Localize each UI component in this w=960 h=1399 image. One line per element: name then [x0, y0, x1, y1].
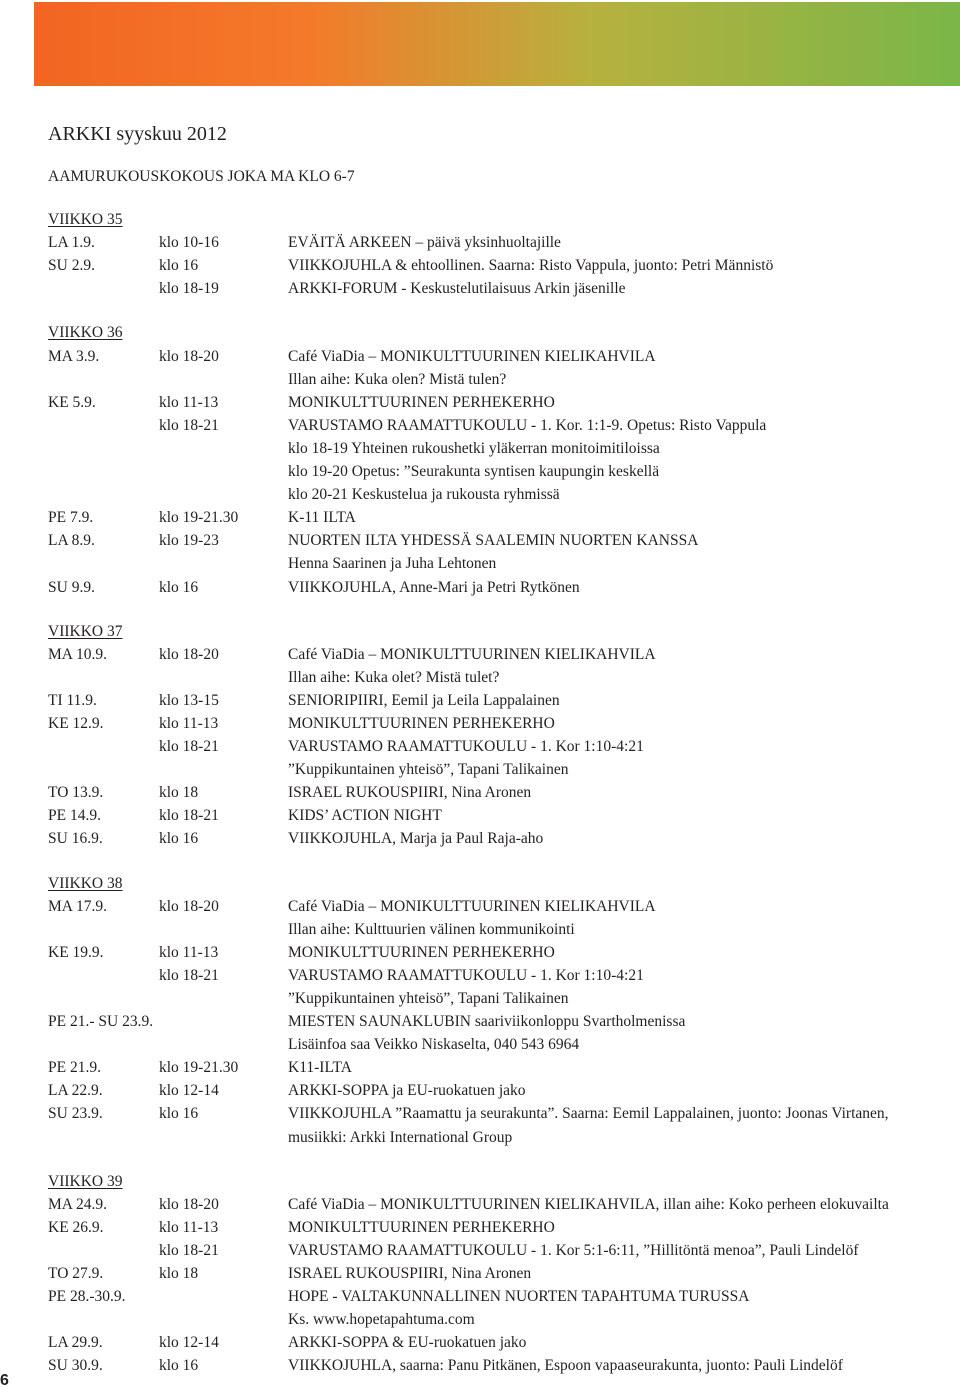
row-day [48, 1239, 159, 1262]
row-description: MONIKULTTUURINEN PERHEKERHO [288, 943, 555, 961]
schedule-row [48, 666, 960, 689]
row-description: ISRAEL RUKOUSPIIRI, Nina Aronen [288, 784, 532, 802]
schedule-row [48, 1262, 960, 1285]
row-description: Ks. www.hopetapahtuma.com [288, 1311, 475, 1329]
row-day [48, 987, 159, 1010]
row-description: MIESTEN SAUNAKLUBIN saariviikonloppu Svartholmenissa [288, 1013, 686, 1031]
row-description: VIIKKOJUHLA & ehtoollinen. Saarna: Risto Vappula, juonto: Petri Männistö [288, 257, 774, 275]
row-day [48, 964, 159, 987]
row-description: VIIKKOJUHLA, saarna: Panu Pitkänen, Espoon vapaaseurakunta, juonto: Pauli Lindelöf [288, 1357, 843, 1375]
schedule-row [48, 576, 960, 599]
row-day [48, 918, 159, 941]
row-time: klo 13-15 [159, 691, 219, 709]
row-day: PE 21.9. [48, 1059, 101, 1077]
row-time: klo 19-21.30 [159, 1059, 239, 1077]
schedule-row [48, 254, 960, 277]
row-description: klo 18-19 Yhteinen rukoushetki yläkerran monitoimitiloissa [288, 439, 660, 457]
row-description: K11-ILTA [288, 1059, 352, 1077]
row-time: klo 18-21 [159, 807, 219, 825]
row-day: SU 23.9. [48, 1105, 103, 1123]
schedule-row [48, 1102, 960, 1125]
row-time: klo 12-14 [159, 1082, 219, 1100]
row-description: MONIKULTTUURINEN PERHEKERHO [288, 1218, 555, 1236]
row-day: PE 14.9. [48, 807, 101, 825]
row-time [159, 437, 288, 460]
row-day: LA 22.9. [48, 1082, 103, 1100]
schedule-row [48, 827, 960, 850]
row-day [48, 1308, 159, 1331]
row-time [159, 552, 288, 575]
row-description: klo 20-21 Keskustelua ja rukousta ryhmissä [288, 486, 560, 504]
schedule-row [48, 1308, 960, 1331]
row-day: MA 3.9. [48, 347, 100, 365]
row-day: SU 9.9. [48, 578, 95, 596]
row-time: klo 18-21 [159, 1241, 219, 1259]
row-day [48, 552, 159, 575]
row-day: KE 19.9. [48, 943, 104, 961]
row-description: ”Kuppikuntainen yhteisö”, Tapani Talikainen [288, 990, 569, 1007]
row-description: ARKKI-FORUM - Keskustelutilaisuus Arkin jäsenille [288, 280, 626, 298]
schedule-row [48, 1033, 960, 1056]
schedule-row [48, 987, 960, 1010]
page-subtitle: AAMURUKOUSKOKOUS JOKA MA KLO 6-7 [48, 168, 355, 185]
row-description: Café ViaDia – MONIKULTTUURINEN KIELIKAHVILA [288, 897, 656, 915]
page-title: ARKKI syyskuu 2012 [48, 123, 227, 145]
row-time: klo 16 [159, 830, 199, 848]
row-description: HOPE - VALTAKUNNALLINEN NUORTEN TAPAHTUMA TURUSSA [288, 1288, 750, 1306]
row-day: KE 26.9. [48, 1218, 104, 1236]
schedule-row [48, 1331, 960, 1354]
row-time: klo 19-21.30 [159, 509, 239, 527]
row-description: klo 19-20 Opetus: ”Seurakunta syntisen kaupungin keskellä [288, 463, 660, 481]
row-time [159, 1126, 288, 1149]
row-day: PE 28.-30.9. [48, 1288, 126, 1306]
row-day [48, 368, 159, 391]
row-time: klo 18-21 [159, 966, 219, 984]
row-day: LA 29.9. [48, 1334, 103, 1352]
row-time [159, 1285, 288, 1308]
row-day: MA 24.9. [48, 1195, 107, 1213]
schedule-row [48, 345, 960, 368]
schedule-row [48, 918, 960, 941]
row-day [48, 460, 159, 483]
row-time: klo 16 [159, 1357, 199, 1375]
row-time [159, 758, 288, 781]
row-description: ISRAEL RUKOUSPIIRI, Nina Aronen [288, 1265, 532, 1283]
row-time: klo 18-20 [159, 897, 219, 915]
row-time: klo 11-13 [159, 943, 219, 961]
row-day: PE 21.- SU 23.9. [48, 1013, 154, 1031]
row-time: klo 11-13 [159, 714, 219, 732]
row-description: MONIKULTTUURINEN PERHEKERHO [288, 714, 555, 732]
row-day: SU 2.9. [48, 257, 95, 275]
row-time [159, 918, 288, 941]
row-description: SENIORIPIIRI, Eemil ja Leila Lappalainen [288, 691, 560, 709]
row-day: SU 16.9. [48, 830, 103, 848]
row-time: klo 16 [159, 257, 199, 275]
schedule-row [48, 1354, 960, 1377]
row-time: klo 18-20 [159, 347, 219, 365]
schedule-row [48, 437, 960, 460]
row-time: klo 16 [159, 1105, 199, 1123]
schedule-row [48, 781, 960, 804]
schedule-row [48, 758, 960, 781]
row-description: ARKKI-SOPPA & EU-ruokatuen jako [288, 1334, 527, 1352]
row-time: klo 10-16 [159, 234, 219, 252]
schedule-row [48, 1216, 960, 1239]
row-description: VIIKKOJUHLA, Anne-Mari ja Petri Rytkönen [288, 578, 580, 596]
row-description: VARUSTAMO RAAMATTUKOULU - 1. Kor 1:10-4:21 [288, 966, 644, 984]
row-day: SU 30.9. [48, 1357, 103, 1375]
row-time [159, 1308, 288, 1331]
row-day [48, 666, 159, 689]
schedule-content [48, 120, 960, 1399]
schedule-row [48, 552, 960, 575]
schedule-row [48, 506, 960, 529]
row-day: TO 27.9. [48, 1265, 104, 1283]
row-description: K-11 ILTA [288, 509, 356, 527]
schedule-row [48, 368, 960, 391]
row-day: PE 7.9. [48, 509, 94, 527]
schedule-row [48, 941, 960, 964]
schedule-row [48, 804, 960, 827]
schedule-row [48, 1126, 960, 1149]
row-description: Café ViaDia – MONIKULTTUURINEN KIELIKAHVILA, illan aihe: Koko perheen elokuvailta [288, 1195, 889, 1213]
row-day [48, 437, 159, 460]
week-section [48, 208, 960, 300]
row-time: klo 11-13 [159, 1218, 219, 1236]
row-day: KE 5.9. [48, 393, 96, 411]
week-title: VIIKKO 37 [48, 622, 123, 640]
row-day: LA 8.9. [48, 532, 95, 550]
schedule-row [48, 1285, 960, 1308]
row-description: MONIKULTTUURINEN PERHEKERHO [288, 393, 555, 411]
row-description: VIIKKOJUHLA ”Raamattu ja seurakunta”. Saarna: Eemil Lappalainen, juonto: Joonas Virtanen, [288, 1105, 889, 1123]
schedule-row [48, 689, 960, 712]
row-description: Café ViaDia – MONIKULTTUURINEN KIELIKAHVILA [288, 645, 656, 663]
row-time [159, 483, 288, 506]
row-day [48, 735, 159, 758]
schedule-row [48, 277, 960, 300]
week-title: VIIKKO 35 [48, 211, 123, 229]
schedule-row [48, 1239, 960, 1262]
schedule-row [48, 964, 960, 987]
schedule-row [48, 895, 960, 918]
row-description: Henna Saarinen ja Juha Lehtonen [288, 555, 497, 573]
schedule-row [48, 735, 960, 758]
row-time: klo 18-20 [159, 645, 219, 663]
row-day [48, 758, 159, 781]
row-description: NUORTEN ILTA YHDESSÄ SAALEMIN NUORTEN KANSSA [288, 532, 699, 550]
row-time: klo 19-23 [159, 532, 219, 550]
row-description: KIDS’ ACTION NIGHT [288, 807, 442, 825]
week-section [48, 321, 960, 598]
week-title: VIIKKO 38 [48, 874, 123, 892]
row-time [159, 1033, 288, 1056]
row-description: Illan aihe: Kuka olet? Mistä tulet? [288, 668, 500, 686]
row-day: TO 13.9. [48, 784, 104, 802]
row-description: musiikki: Arkki International Group [288, 1128, 513, 1146]
row-day [48, 414, 159, 437]
row-description: Illan aihe: Kuka olen? Mistä tulen? [288, 370, 507, 388]
row-day: KE 12.9. [48, 714, 104, 732]
row-time: klo 16 [159, 578, 199, 596]
weeks-list [48, 208, 960, 1377]
schedule-row [48, 712, 960, 735]
schedule-row [48, 483, 960, 506]
row-day: TI 11.9. [48, 691, 97, 709]
row-time [159, 460, 288, 483]
row-time: klo 11-13 [159, 393, 219, 411]
schedule-row [48, 529, 960, 552]
week-title: VIIKKO 39 [48, 1172, 123, 1190]
row-time [159, 666, 288, 689]
header-banner [34, 2, 960, 86]
schedule-row [48, 643, 960, 666]
row-description: Lisäinfoa saa Veikko Niskaselta, 040 543 6964 [288, 1036, 580, 1054]
week-section [48, 872, 960, 1149]
week-section [48, 620, 960, 851]
row-description: ARKKI-SOPPA ja EU-ruokatuen jako [288, 1082, 526, 1100]
row-day: LA 1.9. [48, 234, 95, 252]
row-day [48, 1126, 159, 1149]
schedule-row [48, 1056, 960, 1079]
week-section [48, 1170, 960, 1378]
schedule-row [48, 1079, 960, 1102]
row-time: klo 18-21 [159, 416, 219, 434]
row-day [48, 1033, 159, 1056]
row-time: klo 18-19 [159, 280, 219, 298]
row-time [159, 368, 288, 391]
page-number: 6 [0, 1372, 9, 1389]
row-time [159, 987, 288, 1010]
row-description: ”Kuppikuntainen yhteisö”, Tapani Talikainen [288, 761, 569, 779]
week-title: VIIKKO 36 [48, 324, 123, 342]
schedule-row [48, 231, 960, 254]
row-description: VARUSTAMO RAAMATTUKOULU - 1. Kor 5:1-6:11, ”Hillitöntä menoa”, Pauli Lindelöf [288, 1241, 859, 1259]
row-time: klo 12-14 [159, 1334, 219, 1352]
row-time: klo 18 [159, 1265, 199, 1283]
row-description: VIIKKOJUHLA, Marja ja Paul Raja-aho [288, 830, 544, 848]
schedule-row [48, 1010, 960, 1033]
row-day: MA 10.9. [48, 645, 107, 663]
row-description: VARUSTAMO RAAMATTUKOULU - 1. Kor 1:10-4:21 [288, 738, 644, 756]
row-time: klo 18-21 [159, 738, 219, 756]
row-day [48, 483, 159, 506]
row-description: Illan aihe: Kulttuurien välinen kommunikointi [288, 920, 575, 938]
row-time: klo 18 [159, 784, 199, 802]
schedule-row [48, 391, 960, 414]
row-day: MA 17.9. [48, 897, 107, 915]
row-day [48, 277, 159, 300]
row-description: EVÄITÄ ARKEEN – päivä yksinhuoltajille [288, 234, 561, 252]
schedule-row [48, 1193, 960, 1216]
schedule-row [48, 414, 960, 437]
schedule-row [48, 460, 960, 483]
row-description: Café ViaDia – MONIKULTTUURINEN KIELIKAHVILA [288, 347, 656, 365]
row-description: VARUSTAMO RAAMATTUKOULU - 1. Kor. 1:1-9. Opetus: Risto Vappula [288, 416, 767, 434]
row-time: klo 18-20 [159, 1195, 219, 1213]
